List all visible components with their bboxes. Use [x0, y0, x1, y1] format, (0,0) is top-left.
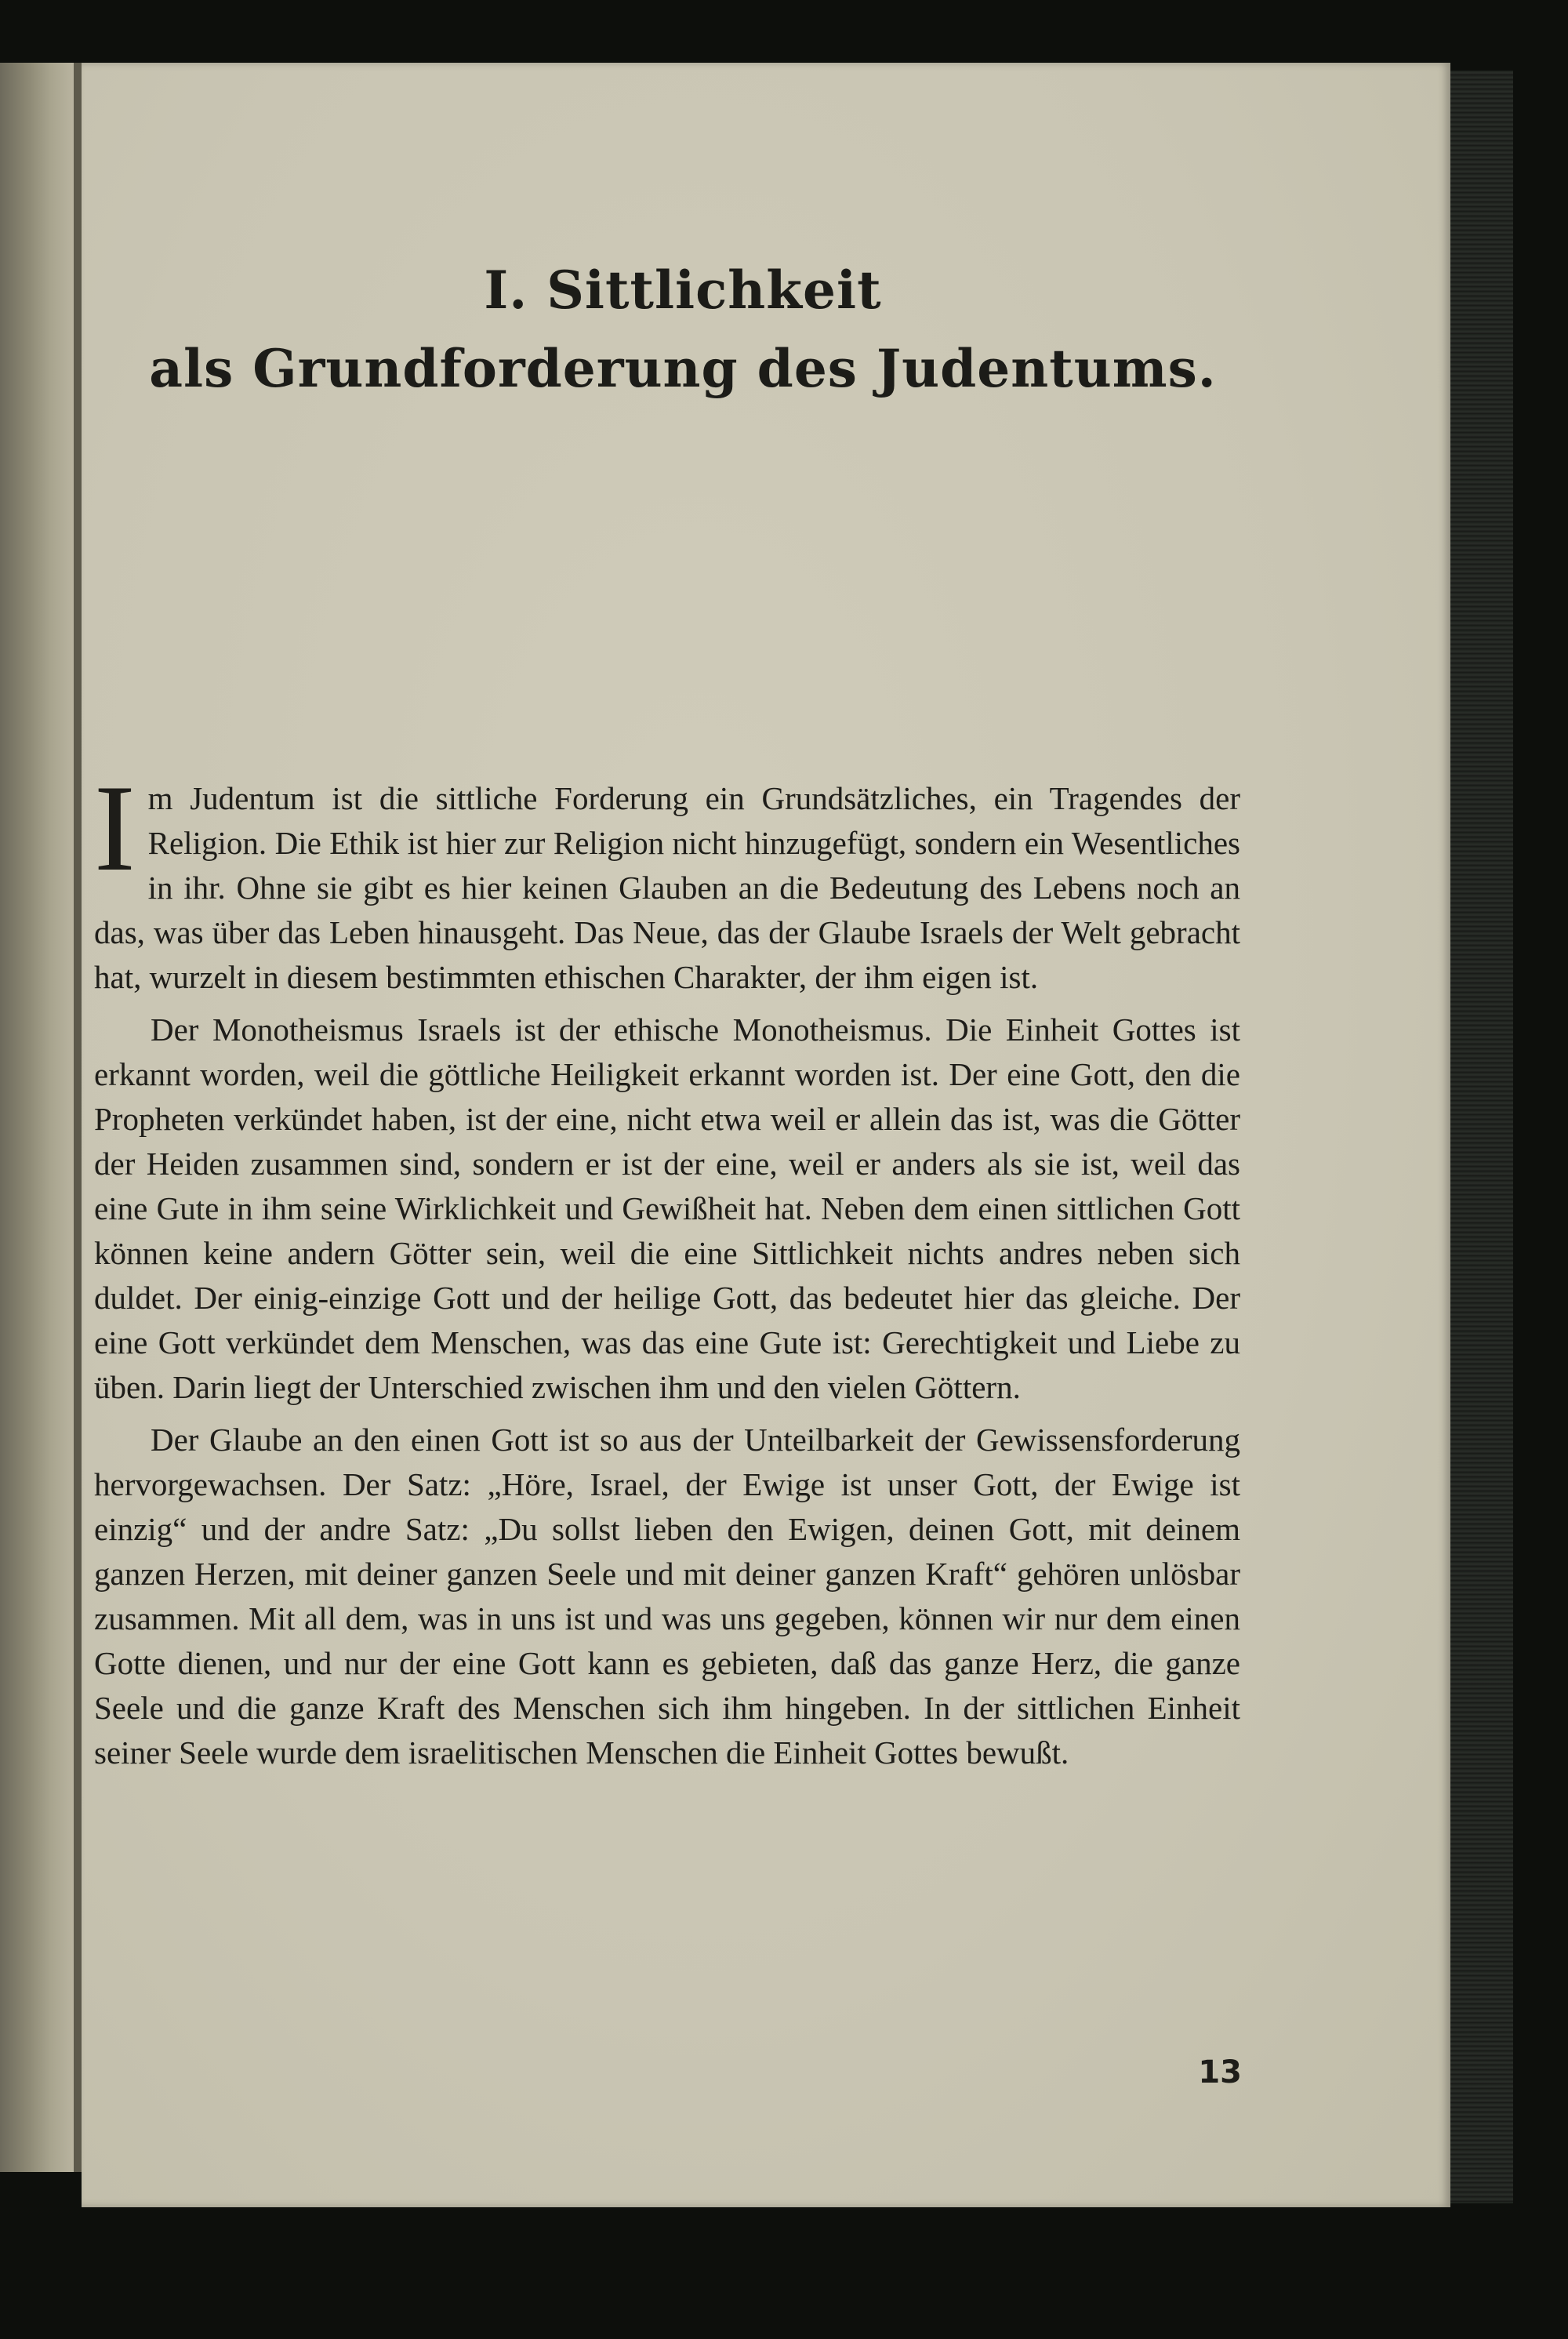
body-text [94, 760, 1240, 1783]
page-sheet [82, 63, 1450, 2207]
chapter-heading-line-1: I. Sittlichkeit [484, 260, 882, 321]
book-cover-edge [1450, 71, 1513, 2203]
chapter-heading-line-2: als Grundforderung des Judentums. [149, 338, 1217, 399]
paragraph-1-text: m Judentum ist die sittliche Forderung ein Grundsätzliches, ein Tragendes der Religion. Die Ethik ist hier zur Religion nicht hinzugefügt, sondern ein Wesentliches in ihr. Ohne sie gibt es hier keinen Glauben an die Bedeutung des Lebens noch an das, was über das Leben hinausgeht. Das Neue, das der Glaube Israels der Welt gebracht hat, wurzelt in diesem bestimmten ethischen Charakter, der ihm eigen ist. [94, 780, 1240, 995]
paragraph-2: Der Monotheismus Israels ist der ethische Monotheismus. Die Einheit Gottes ist erkannt worden, weil die göttliche Heiligkeit erkannt worden ist. Der eine Gott, den die Propheten verkündet haben, ist der eine, nicht etwa weil er allein das ist, was die Götter der Heiden zusammen sind, sondern er ist der eine, weil er anders als sie ist, weil das eine Gute in ihm seine Wirklichkeit und Gewißheit hat. Neben dem einen sittlichen Gott können keine andern Götter sein, weil die eine Sittlichkeit nichts andres neben sich duldet. Der einig-einzige Gott und der heilige Gott, das bedeutet hier das gleiche. Der eine Gott verkündet dem Menschen, was das eine Gute ist: Gerechtigkeit und Liebe zu üben. Darin liegt der Unterschied zwischen ihm und den vielen Göttern. [94, 1012, 1240, 1405]
book-spine-gutter [0, 63, 74, 2172]
page-number: 13 [1198, 2054, 1242, 2090]
chapter-heading [82, 251, 1284, 408]
paragraph-3: Der Glaube an den einen Gott ist so aus der Unteilbarkeit der Gewissensforderung hervorgewachsen. Der Satz: „Höre, Israel, der Ewige ist unser Gott, der Ewige ist einzig“ und der andre Satz: „Du sollst lieben den Ewigen, deinen Gott, mit deinem ganzen Herzen, mit deiner ganzen Seele und mit deiner ganzen Kraft“ gehören unlösbar zusammen. Mit all dem, was in uns ist und was uns gegeben, können wir nur dem einen Gotte dienen, und nur der eine Gott kann es gebieten, daß das ganze Herz, die ganze Seele und die ganze Kraft des Menschen sich ihm hingeben. In der sittlichen Einheit seiner Seele wurde dem israelitischen Menschen die Einheit Gottes bewußt. [94, 1422, 1240, 1771]
drop-cap: I [94, 760, 136, 897]
paragraph-1 [94, 760, 1240, 1000]
gutter-shadow [74, 63, 82, 2172]
